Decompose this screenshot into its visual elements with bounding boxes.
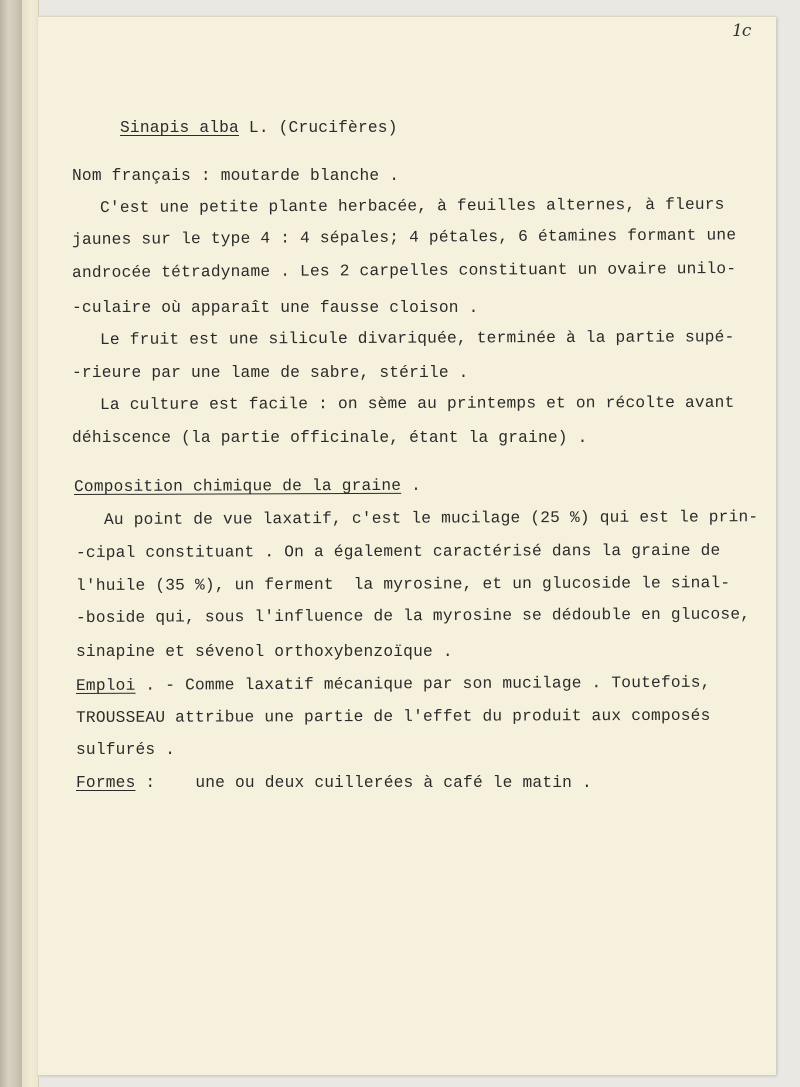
species-name: Sinapis alba [120, 119, 239, 137]
formes-sep: : [135, 774, 156, 792]
composition-heading: Composition chimique de la graine [73, 476, 402, 496]
book-binding [0, 0, 22, 1087]
emploi-line-2: TROUSSEAU attribue une partie de l'effet du produit aux composés [75, 706, 711, 727]
description-line-1: C'est une petite plante herbacée, à feuilles alternes, à fleurs [99, 195, 725, 217]
composition-line-4: -boside qui, sous l'influence de la myrosine se dédouble en glucose, [75, 605, 751, 627]
emploi-text-1: . - Comme laxatif mécanique par son mucilage . Toutefois, [135, 673, 711, 695]
page-number: 1c [732, 21, 751, 41]
formes-heading: Formes [76, 774, 136, 792]
emploi-heading: Emploi [75, 676, 136, 695]
culture-line-1: La culture est facile : on sème au printemps et on récolte avant [99, 393, 735, 414]
page-spine-edge [22, 0, 39, 1087]
title-rest: L. (Crucifères) [238, 119, 398, 137]
composition-heading-line [74, 477, 421, 496]
emploi-line-3: sulfurés . [76, 741, 176, 759]
page-title [120, 119, 398, 137]
description-line-3: androcée tétradyname . Les 2 carpelles constituant un ovaire unilo- [71, 259, 737, 282]
emploi-line-1 [76, 674, 711, 695]
fruit-line-1: Le fruit est une silicule divariquée, terminée à la partie supé- [99, 328, 735, 349]
composition-line-1: Au point de vue laxatif, c'est le mucilage (25 %) qui est le prin- [103, 508, 759, 529]
fruit-line-2: -rieure par une lame de sabre, stérile . [72, 364, 469, 382]
culture-line-2: déhiscence (la partie officinale, étant la graine) . [72, 429, 588, 447]
document-page [38, 16, 776, 1075]
nom-francais: Nom français : moutarde blanche . [72, 167, 400, 185]
description-line-2: jaunes sur le type 4 : 4 sépales; 4 pétales, 6 étamines formant une [71, 226, 737, 249]
composition-heading-suffix: . [401, 476, 422, 495]
composition-line-5: sinapine et sévenol orthoxybenzoïque . [76, 643, 453, 661]
composition-line-3: l'huile (35 %), un ferment la myrosine, et un glucoside le sinal- [75, 574, 731, 595]
formes-line [76, 774, 592, 792]
description-line-4: -culaire où apparaît une fausse cloison . [72, 299, 479, 317]
composition-line-2: -cipal constituant . On a également caractérisé dans la graine de [75, 541, 721, 562]
formes-text: une ou deux cuillerées à café le matin . [195, 774, 592, 792]
